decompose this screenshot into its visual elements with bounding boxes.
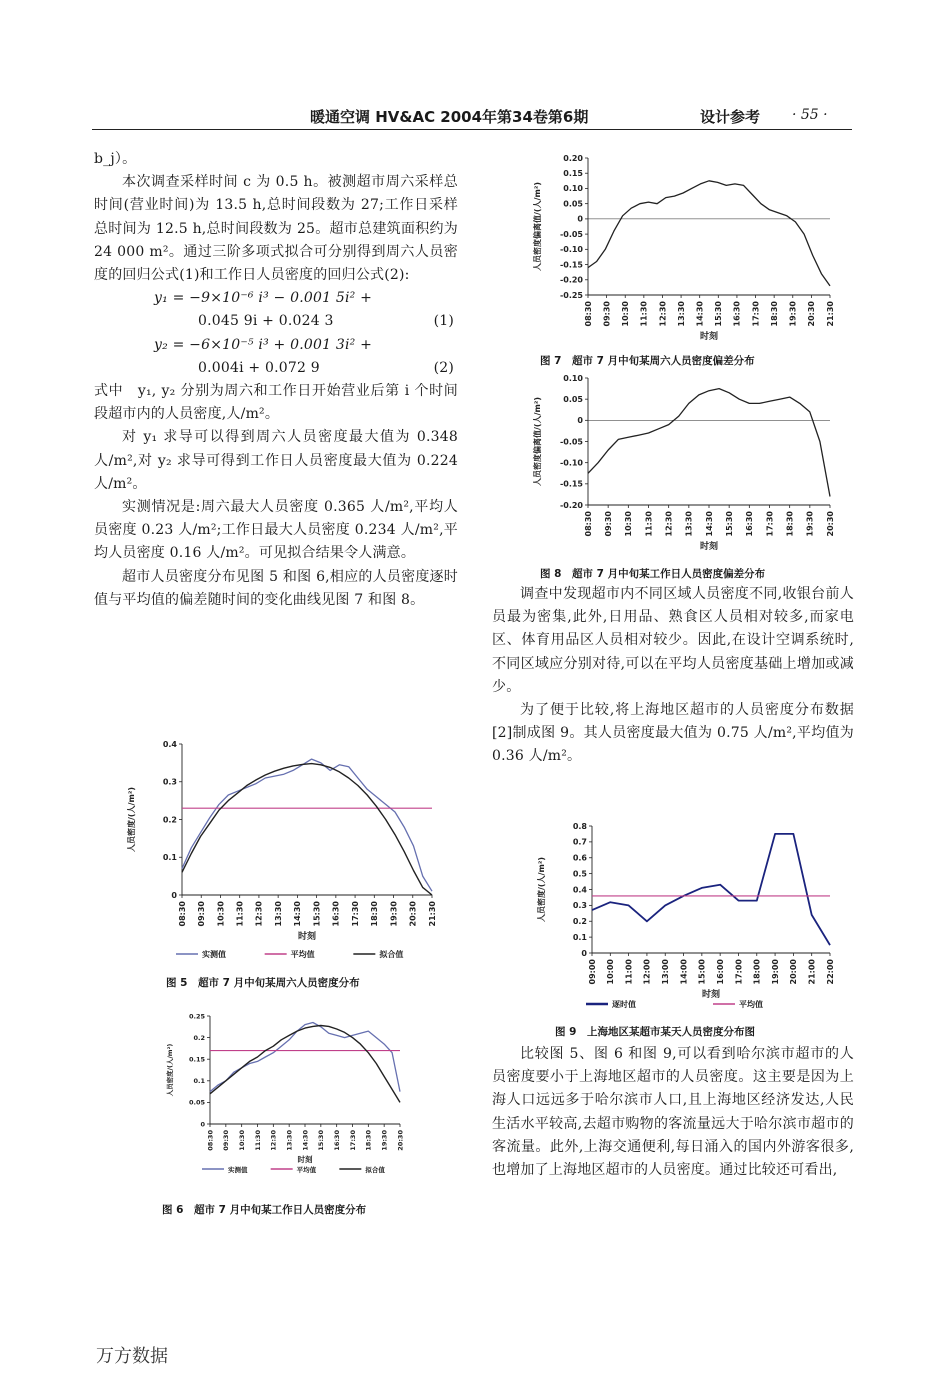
y-tick-label: 0.15	[563, 169, 583, 179]
x-tick-label: 12:30	[269, 1130, 278, 1151]
left-column	[94, 148, 458, 612]
paragraph: 对 y₁ 求导可以得到周六人员密度最大值为 0.348 人/m²,对 y₂ 求导可得到工作日人员密度最大值为 0.224 人/m²。	[94, 429, 458, 492]
x-tick-label: 17:30	[350, 901, 360, 927]
legend-label: 逐时值	[612, 1000, 636, 1009]
x-tick-label: 11:30	[639, 301, 649, 327]
equation-1-line-1: y₁ = −9×10⁻⁶ i³ − 0.001 5i² +	[154, 290, 373, 307]
series-line-1	[588, 181, 830, 286]
y-tick-label: -0.15	[559, 260, 583, 270]
legend-label: 实测值	[228, 1166, 248, 1174]
chart-svg	[510, 152, 840, 347]
x-tick-label: 20:00	[789, 959, 799, 985]
legend-label: 拟合值	[379, 950, 404, 959]
x-tick-label: 09:30	[222, 1130, 231, 1151]
y-tick-label: 0.1	[193, 1077, 205, 1086]
y-tick-label: 0.5	[572, 869, 587, 879]
x-tick-label: 14:00	[679, 959, 689, 985]
x-tick-label: 09:30	[197, 901, 207, 927]
x-tick-label: 10:30	[216, 901, 226, 927]
legend-label: 平均值	[290, 950, 315, 959]
y-tick-label: 0.4	[572, 885, 587, 895]
y-tick-label: 0.1	[572, 932, 587, 942]
y-tick-label: 0.05	[563, 394, 583, 404]
y-tick-label: 0.7	[572, 837, 587, 847]
x-tick-label: 08:30	[206, 1130, 215, 1151]
x-tick-label: 19:30	[380, 1130, 389, 1151]
y-tick-label: -0.20	[559, 275, 583, 285]
x-axis-title: 时刻	[297, 1155, 313, 1164]
figure-6-chart	[150, 1010, 410, 1180]
x-tick-label: 11:00	[624, 959, 634, 985]
legend-label: 拟合值	[365, 1166, 385, 1174]
chart-svg	[150, 1010, 410, 1180]
x-tick-label: 15:30	[724, 511, 734, 537]
y-tick-label: -0.10	[559, 245, 583, 255]
x-tick-label: 10:30	[237, 1130, 246, 1151]
x-tick-label: 09:30	[603, 511, 613, 537]
y-tick-label: 0.2	[193, 1033, 205, 1042]
x-tick-label: 16:30	[732, 301, 742, 327]
y-tick-label: 0	[581, 948, 587, 958]
paragraph: 本次调查采样时间 c 为 0.5 h。被测超市周六采样总时间(营业时间)为 13.5 h,总时间段数为 27;工作日采样总时间为 12.5 h,总时间段数为 25。超市总建筑面积约为 24 000 m²。通过三阶多项式拟合可分别得到周六人员密度的回归公式(1)和工作日人员密度的回归公式(2):	[94, 174, 458, 284]
x-tick-label: 20:30	[396, 1130, 405, 1151]
legend-label: 实测值	[202, 950, 226, 959]
right-column-top	[492, 583, 854, 769]
y-tick-label: -0.15	[559, 479, 583, 489]
x-tick-label: 08:30	[583, 511, 593, 537]
paragraph: 式中 y₁, y₂ 分别为周六和工作日开始营业后第 i 个时间段超市内的人员密度,人/m²。	[94, 382, 458, 423]
legend-label: 平均值	[739, 1000, 763, 1009]
x-tick-label: 20:30	[825, 511, 835, 537]
y-tick-label: 0.25	[188, 1012, 205, 1021]
x-tick-label: 13:30	[676, 301, 686, 327]
x-tick-label: 14:30	[695, 301, 705, 327]
x-tick-label: 13:30	[273, 901, 283, 927]
x-axis-title: 时刻	[699, 542, 719, 552]
y-tick-label: 0.05	[563, 199, 583, 209]
y-axis-title: 人员密度偏离值/(人/m²)	[533, 397, 542, 486]
equation-number: (1)	[433, 313, 454, 330]
x-tick-label: 14:30	[293, 901, 303, 927]
watermark: 万方数据	[96, 1346, 168, 1367]
x-tick-label: 13:00	[661, 959, 671, 985]
y-axis-title: 人员密度/(人/m²)	[166, 1043, 174, 1097]
y-tick-label: 0.3	[162, 777, 177, 787]
x-tick-label: 09:30	[602, 301, 612, 327]
figure-9-caption: 图 9 上海地区某超市某天人员密度分布图	[555, 1026, 755, 1038]
y-tick-label: 0.05	[188, 1098, 205, 1107]
paragraph: 为了便于比较,将上海地区超市的人员密度分布数据[2]制成图 9。其人员密度最大值为 0.75 人/m²,平均值为 0.36 人/m²。	[492, 702, 854, 765]
equation-2-line-1: y₂ = −6×10⁻⁵ i³ + 0.001 3i² +	[154, 336, 373, 353]
y-axis-title: 人员密度/(人/m²)	[537, 857, 546, 922]
series-line-3	[182, 764, 432, 895]
x-tick-label: 10:30	[621, 301, 631, 327]
legend-label: 平均值	[296, 1166, 317, 1174]
y-tick-label: -0.05	[559, 437, 583, 447]
series-line-1	[592, 834, 830, 945]
y-tick-label: 0.1	[162, 853, 177, 863]
x-tick-label: 19:30	[788, 301, 798, 327]
x-tick-label: 10:00	[606, 959, 616, 985]
y-tick-label: 0.8	[572, 821, 587, 831]
x-tick-label: 12:00	[642, 959, 652, 985]
equation-number: (2)	[433, 359, 454, 376]
x-tick-label: 18:00	[752, 959, 762, 985]
x-tick-label: 10:30	[624, 511, 634, 537]
x-tick-label: 21:30	[825, 301, 835, 327]
paragraph: 调查中发现超市内不同区域人员密度不同,收银台前人员最为密集,此外,日用品、熟食区人员相对较多,而家电区、体育用品区人员相对较少。因此,在设计空调系统时,不同区域应分别对待,可以在平均人员密度基础上增加或减少。	[492, 586, 854, 695]
equation-1-line-2: 0.045 9i + 0.024 3 (1)	[94, 310, 458, 333]
x-tick-label: 09:00	[587, 959, 597, 985]
figure-6-caption: 图 6 超市 7 月中旬某工作日人员密度分布	[162, 1204, 367, 1216]
y-tick-label: 0.6	[572, 853, 587, 863]
x-tick-label: 16:30	[331, 901, 341, 927]
y-tick-label: 0	[171, 890, 177, 900]
y-tick-label: 0.3	[572, 901, 587, 911]
figure-5-caption: 图 5 超市 7 月中旬某周六人员密度分布	[166, 977, 360, 989]
x-axis-title: 时刻	[699, 332, 719, 342]
x-tick-label: 13:30	[684, 511, 694, 537]
x-axis-title: 时刻	[701, 990, 721, 1000]
x-tick-label: 16:00	[715, 959, 725, 985]
x-tick-label: 18:30	[364, 1130, 373, 1151]
y-tick-label: 0.2	[162, 815, 177, 825]
y-axis-title: 人员密度/(人/m²)	[127, 787, 136, 852]
x-tick-label: 11:30	[235, 901, 245, 927]
x-tick-label: 12:30	[664, 511, 674, 537]
right-column-bottom	[492, 1043, 854, 1182]
x-tick-label: 08:30	[583, 301, 593, 327]
x-tick-label: 16:30	[745, 511, 755, 537]
y-tick-label: 0	[577, 416, 583, 426]
equation-2-line-2: 0.004i + 0.072 9 (2)	[94, 357, 458, 380]
y-tick-label: 0.15	[188, 1055, 205, 1064]
x-tick-label: 17:00	[734, 959, 744, 985]
y-axis-title: 人员密度偏离值/(人/m²)	[533, 182, 542, 271]
y-tick-label: 0.2	[572, 917, 587, 927]
x-tick-label: 20:30	[408, 901, 418, 927]
journal-title: 暖通空调 HV&AC 2004年第34卷第6期	[310, 108, 589, 126]
y-tick-label: -0.20	[559, 500, 583, 510]
series-line-1	[588, 389, 830, 497]
x-tick-label: 14:30	[704, 511, 714, 537]
x-axis-title: 时刻	[297, 932, 317, 942]
y-tick-label: 0	[577, 214, 583, 224]
y-tick-label: 0.20	[563, 153, 583, 163]
chart-svg	[510, 372, 840, 557]
x-tick-label: 14:30	[301, 1130, 310, 1151]
x-tick-label: 13:30	[285, 1130, 294, 1151]
x-tick-label: 19:30	[805, 511, 815, 537]
x-tick-label: 22:00	[825, 959, 835, 985]
page-number: · 55 ·	[792, 107, 828, 123]
series-line-3	[210, 1026, 400, 1103]
chart-svg	[110, 740, 450, 965]
x-tick-label: 17:30	[765, 511, 775, 537]
y-tick-label: 0.4	[162, 740, 177, 749]
x-tick-label: 08:30	[177, 901, 187, 927]
x-tick-label: 12:30	[254, 901, 264, 927]
paragraph: 比较图 5、图 6 和图 9,可以看到哈尔滨市超市的人员密度要小于上海地区超市的人员密度。这主要是因为上海人口远远多于哈尔滨市人口,且上海地区经济发达,人民生活水平较高,去超市购物的客流量远大于哈尔滨市超市的客流量。此外,上海交通便利,每日涌入的国内外游客很多,也增加了上海地区超市的人员密度。通过比较还可看出,	[492, 1046, 854, 1179]
x-tick-label: 20:30	[807, 301, 817, 327]
x-tick-label: 15:30	[714, 301, 724, 327]
x-tick-label: 17:30	[348, 1130, 357, 1151]
x-tick-label: 19:30	[389, 901, 399, 927]
x-tick-label: 15:30	[312, 901, 322, 927]
y-tick-label: 0.10	[563, 373, 583, 383]
x-tick-label: 15:30	[317, 1130, 326, 1151]
y-tick-label: 0	[200, 1120, 205, 1129]
x-tick-label: 18:30	[370, 901, 380, 927]
x-tick-label: 19:00	[770, 959, 780, 985]
y-tick-label: -0.05	[559, 229, 583, 239]
x-tick-label: 16:30	[332, 1130, 341, 1151]
running-header	[92, 106, 852, 130]
fragment-text: b_j）。	[94, 151, 137, 167]
x-tick-label: 11:30	[253, 1130, 262, 1151]
x-tick-label: 18:30	[785, 511, 795, 537]
x-tick-label: 21:00	[807, 959, 817, 985]
figure-5-chart	[110, 740, 450, 965]
figure-9-chart	[520, 820, 840, 1015]
figure-7-chart	[510, 152, 840, 347]
x-tick-label: 18:30	[769, 301, 779, 327]
x-tick-label: 17:30	[751, 301, 761, 327]
x-tick-label: 15:00	[697, 959, 707, 985]
x-tick-label: 21:30	[427, 901, 437, 927]
y-tick-label: -0.10	[559, 458, 583, 468]
y-tick-label: 0.10	[563, 184, 583, 194]
y-tick-label: -0.25	[559, 290, 583, 300]
paragraph: 实测情况是:周六最大人员密度 0.365 人/m²,平均人员密度 0.23 人/m²;工作日最大人员密度 0.234 人/m²,平均人员密度 0.16 人/m²。可见拟合结果令人满意。	[94, 498, 458, 562]
figure-8-caption: 图 8 超市 7 月中旬某工作日人员密度偏差分布	[540, 568, 766, 580]
paragraph: 超市人员密度分布见图 5 和图 6,相应的人员密度逐时值与平均值的偏差随时间的变化曲线见图 7 和图 8。	[94, 568, 458, 608]
figure-8-chart	[510, 372, 840, 557]
x-tick-label: 11:30	[644, 511, 654, 537]
chart-svg	[520, 820, 840, 1015]
section-title: 设计参考	[700, 108, 761, 126]
x-tick-label: 12:30	[658, 301, 668, 327]
series-line-1	[182, 759, 432, 891]
figure-7-caption: 图 7 超市 7 月中旬某周六人员密度偏差分布	[540, 355, 755, 367]
